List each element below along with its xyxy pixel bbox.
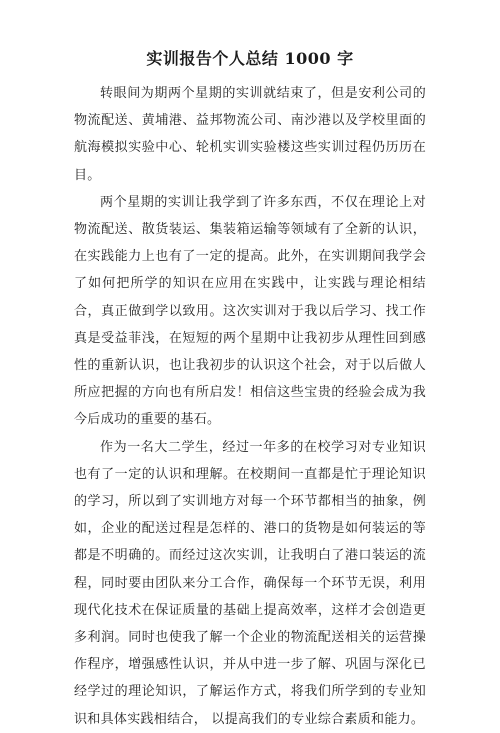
- paragraph-1: 转眼间为期两个星期的实训就结束了，但是安利公司的物流配送、黄埔港、益邦物流公司、南沙港以及学校里面的航海模拟实验中心、轮机实训实验楼这些实训过程仍历历在目。: [74, 86, 426, 183]
- document-title: 实训报告个人总结 1000 字: [146, 49, 354, 68]
- paragraph-3: 作为一名大二学生，经过一年多的在校学习对专业知识也有了一定的认识和理解。在校期间一直都是忙于理论知识的学习，所以到了实训地方对每一个环节都相当的抽象，例如，企业的配送过程是怎样的、港口的货物是如何装运的等都是不明确的。而经过这次实训，让我明白了港口装运的流程，同时要由团队来分工合作，确保每一个环节无误，利用现代化技术在保证质量的基础上提高效率，这样才会创造更多利润。同时也使我了解一个企业的物流配送相关的运营操作程序，增强感性认识，并从中进一步了解、巩固与深化已经学过的理论知识，了解运作方式，将我们所学到的专业知识和具体实践相结合， 以提高我们的专业综合素质和能力。: [74, 439, 426, 727]
- paragraph-2: 两个星期的实训让我学到了许多东西，不仅在理论上对物流配送、散货装运、集装箱运输等领域有了全新的认识，在实践能力上也有了一定的提高。此外，在实训期间我学会了如何把所学的知识在应用在实践中，让实践与理论相结合，真正做到学以致用。这次实训对于我以后学习、找工作真是受益菲浅，在短短的两个星期中让我初步从理性回到感性的重新认识，也让我初步的认识这个社会，对于以后做人所应把握的方向也有所启发！相信这些宝贵的经验会成为我今后成功的重要的基石。: [74, 194, 426, 428]
